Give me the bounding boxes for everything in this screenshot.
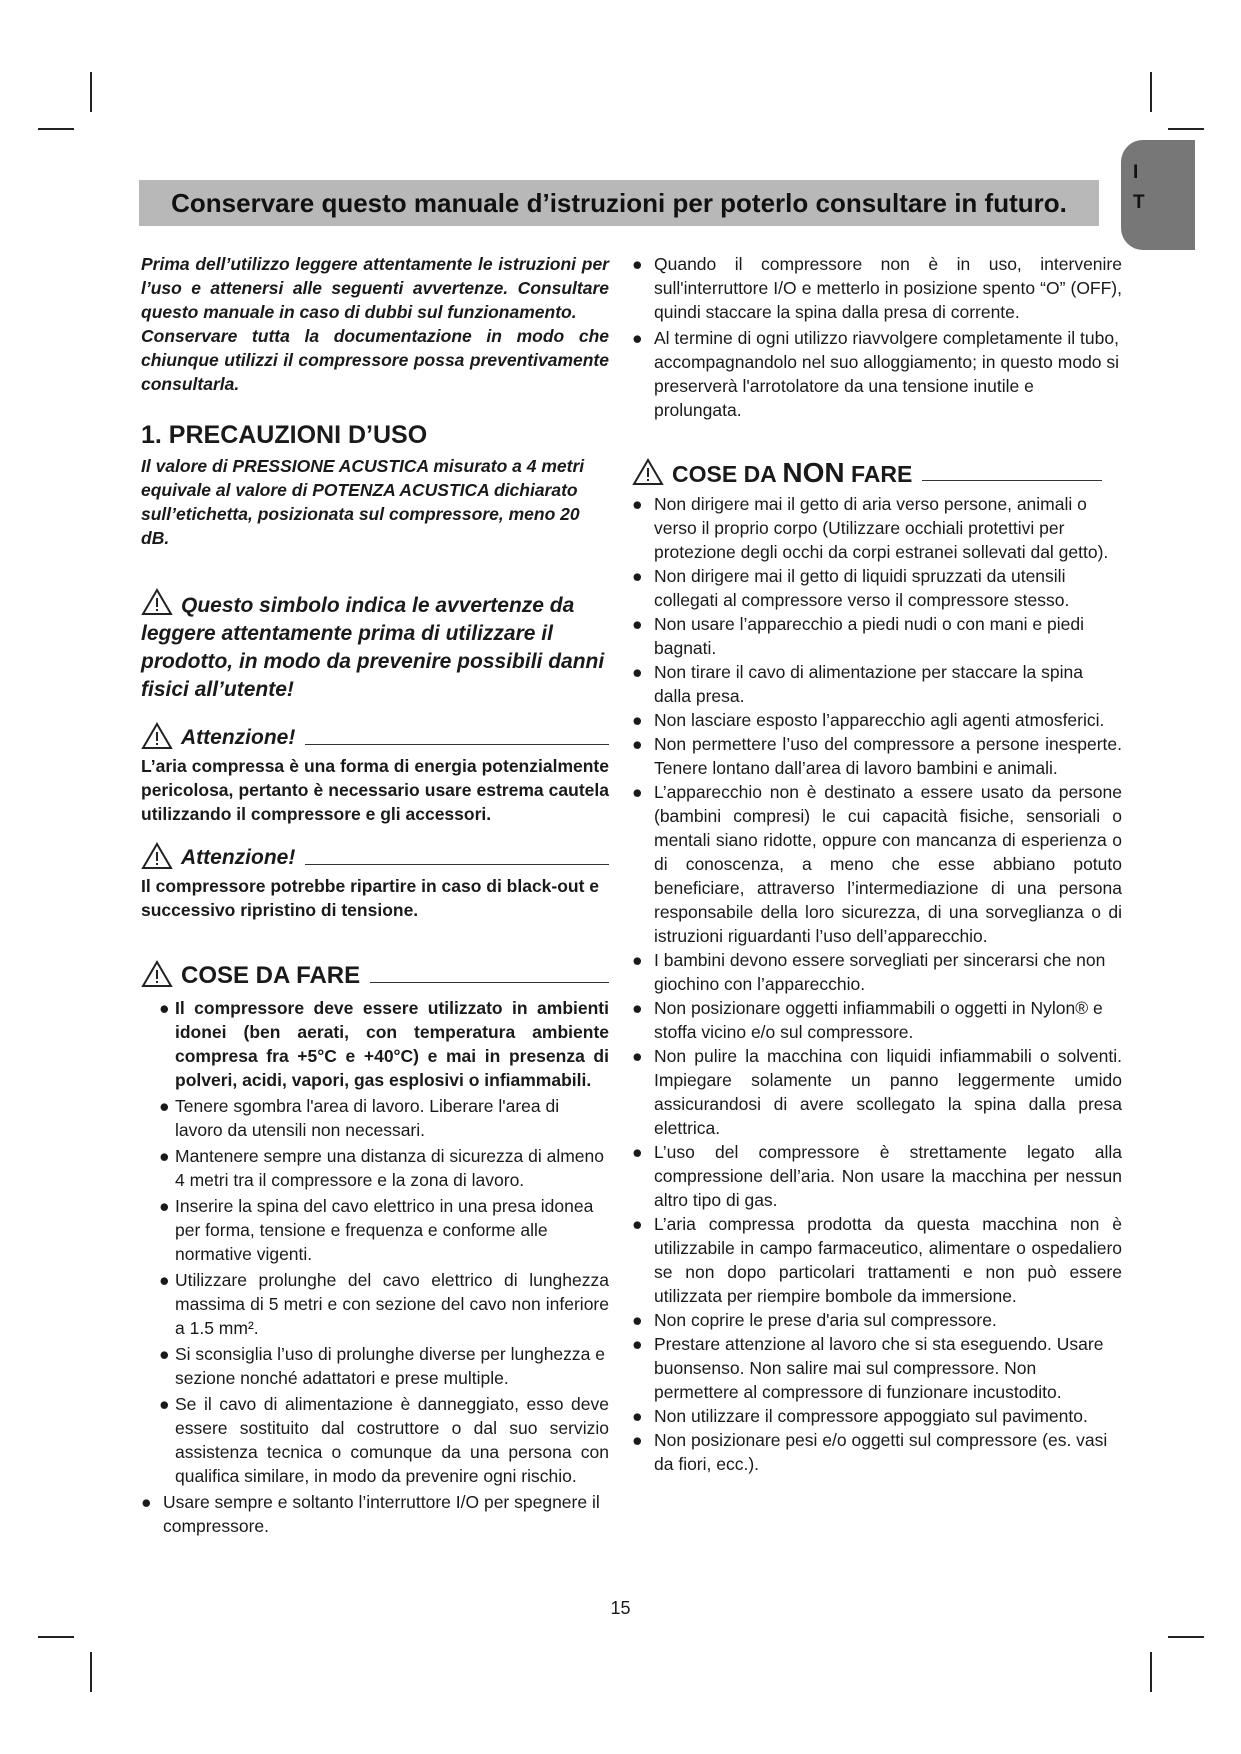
attention-text: L’aria compressa è una forma di energia potenzialmente pericolosa, pertanto è necessario usare estrema cautela utilizzando il compressore e gli accessori. bbox=[141, 756, 609, 824]
list-item bbox=[632, 612, 1122, 660]
warning-icon bbox=[141, 960, 173, 988]
list-item-text: Prestare attenzione al lavoro che si sta eseguendo. Usare buonsenso. Non salire mai sul compressore. Non permettere al compressore di funzionare incustodito. bbox=[654, 1334, 1104, 1402]
list-item bbox=[632, 326, 1122, 422]
list-item bbox=[159, 1268, 609, 1340]
symbol-note-text: Questo simbolo indica le avvertenze da leggere attentamente prima di utilizzare il prodotto, in modo da prevenire possibili danni fisici all’utente! bbox=[141, 594, 605, 701]
list-item bbox=[632, 1404, 1122, 1428]
list-item bbox=[159, 996, 609, 1092]
bullet-icon: ● bbox=[632, 1334, 643, 1354]
bullet-icon: ● bbox=[141, 1492, 152, 1512]
list-item bbox=[632, 1332, 1122, 1404]
list-item-text: Al termine di ogni utilizzo riavvolgere completamente il tubo, accompagnandolo nel suo alloggiamento; in questo modo si preserverà l'arrotolatore da una tensione inutile e prolungata. bbox=[654, 328, 1120, 420]
dont-title-emphasis: NON bbox=[782, 457, 845, 488]
bullet-icon: ● bbox=[632, 1406, 643, 1426]
list-item bbox=[141, 1490, 609, 1538]
do-list bbox=[141, 996, 609, 1488]
attention-heading bbox=[141, 842, 609, 870]
list-item-text: Non pulire la macchina con liquidi infiammabili o solventi. Impiegare solamente un panno leggermente umido assicurandosi di avere scollegato la spina dalla presa elettrica. bbox=[654, 1046, 1122, 1138]
list-item-text: Se il cavo di alimentazione è danneggiato, esso deve essere sostituito dal costruttore o dal suo servizio assistenza tecnica o comunque da una persona con qualifica similare, in modo da prevenire ogni rischio. bbox=[175, 1394, 609, 1486]
bullet-icon: ● bbox=[632, 1142, 643, 1162]
language-tab bbox=[1121, 140, 1195, 250]
list-item-text: Non tirare il cavo di alimentazione per staccare la spina dalla presa. bbox=[654, 662, 1083, 706]
bullet-icon: ● bbox=[632, 1430, 643, 1450]
list-item bbox=[632, 252, 1122, 324]
dont-title bbox=[672, 457, 913, 488]
crop-mark bbox=[38, 128, 74, 130]
bullet-icon: ● bbox=[159, 1196, 170, 1216]
list-item-text: Non utilizzare il compressore appoggiato sul pavimento. bbox=[654, 1406, 1088, 1426]
do-heading bbox=[141, 960, 609, 988]
right-column bbox=[632, 252, 1122, 1476]
list-item bbox=[159, 1392, 609, 1488]
list-item-text: Inserire la spina del cavo elettrico in una presa idonea per forma, tensione e frequenza e conforme alle normative vigenti. bbox=[175, 1196, 594, 1264]
intro-paragraph: Prima dell’utilizzo leggere attentamente le istruzioni per l’uso e attenersi alle seguenti avvertenze. Consultare questo manuale in caso di dubbi sul funzionamento. bbox=[141, 254, 609, 322]
list-item-text: Utilizzare prolunghe del cavo elettrico di lunghezza massima di 5 metri e con sezione del cavo non inferiore a 1.5 mm². bbox=[175, 1270, 609, 1338]
crop-mark bbox=[1150, 72, 1152, 112]
bullet-icon: ● bbox=[632, 950, 643, 970]
list-item bbox=[632, 708, 1122, 732]
crop-mark bbox=[90, 1652, 92, 1692]
tab-letter: I bbox=[1133, 162, 1139, 183]
section-title: 1. PRECAUZIONI D’USO bbox=[141, 421, 428, 449]
list-item-text: Non lasciare esposto l’apparecchio agli agenti atmosferici. bbox=[654, 710, 1105, 730]
list-item-text: Non dirigere mai il getto di aria verso persone, animali o verso il proprio corpo (Utilizzare occhiali protettivi per protezione degli occhi da corpi estranei sollevati dal getto). bbox=[654, 494, 1109, 562]
crop-mark bbox=[1150, 1652, 1152, 1692]
list-item bbox=[632, 732, 1122, 780]
warning-icon bbox=[141, 842, 173, 870]
list-item-text: L’uso del compressore è strettamente legato alla compressione dell’aria. Non usare la macchina per nessun altro tipo di gas. bbox=[654, 1142, 1122, 1210]
dont-heading bbox=[632, 458, 1122, 486]
heading-rule bbox=[370, 982, 609, 983]
bullet-icon: ● bbox=[632, 254, 643, 274]
list-item bbox=[159, 1094, 609, 1142]
list-item-text: L’aria compressa prodotta da questa macchina non è utilizzabile in campo farmaceutico, alimentare o ospedaliero se non dopo particolari trattamenti e non può essere utilizzata per riempire bombole da immersione. bbox=[654, 1214, 1122, 1306]
do-title: COSE DA FARE bbox=[181, 962, 361, 989]
intro-paragraph: Conservare tutta la documentazione in modo che chiunque utilizzi il compressore possa preventivamente consultarla. bbox=[141, 326, 609, 394]
bullet-icon: ● bbox=[632, 494, 643, 514]
attention-title: Attenzione! bbox=[181, 726, 296, 749]
heading-rule bbox=[922, 480, 1102, 481]
list-item bbox=[632, 948, 1122, 996]
list-item bbox=[632, 1212, 1122, 1308]
list-item-text: Non usare l’apparecchio a piedi nudi o con mani e piedi bagnati. bbox=[654, 614, 1084, 658]
bullet-icon: ● bbox=[159, 1146, 170, 1166]
list-item bbox=[159, 1342, 609, 1390]
list-item-text: Non posizionare oggetti infiammabili o oggetti in Nylon® e stoffa vicino e/o sul compressore. bbox=[654, 998, 1103, 1042]
crop-mark bbox=[38, 1636, 74, 1638]
crop-mark bbox=[1168, 1636, 1204, 1638]
dont-title-part: FARE bbox=[850, 461, 913, 487]
bullet-icon: ● bbox=[159, 998, 170, 1018]
bullet-icon: ● bbox=[159, 1394, 170, 1414]
list-item bbox=[632, 1044, 1122, 1140]
heading-rule bbox=[305, 744, 609, 745]
crop-mark bbox=[90, 72, 92, 112]
bullet-icon: ● bbox=[632, 782, 643, 802]
list-item bbox=[632, 996, 1122, 1044]
list-item bbox=[632, 564, 1122, 612]
attention-heading bbox=[141, 722, 609, 750]
heading-rule bbox=[305, 864, 609, 865]
bullet-icon: ● bbox=[159, 1270, 170, 1290]
warning-icon bbox=[141, 722, 173, 750]
list-item-text: L’apparecchio non è destinato a essere usato da persone (bambini compresi) le cui capacità fisiche, sensoriali o mentali siano ridotte, oppure con mancanza di esperienza o di conoscenza, a meno che esse abbiano potuto beneficiare, attraverso l’intermediazione di una persona responsabile della loro sicurezza, di una sorveglianza o di istruzioni riguardanti l’uso dell’apparecchio. bbox=[654, 782, 1122, 946]
list-item bbox=[632, 492, 1122, 564]
dont-list bbox=[632, 492, 1122, 1476]
bullet-icon: ● bbox=[632, 328, 643, 348]
bullet-icon: ● bbox=[632, 1046, 643, 1066]
bullet-icon: ● bbox=[632, 710, 643, 730]
bullet-icon: ● bbox=[632, 662, 643, 682]
list-item bbox=[159, 1144, 609, 1192]
bullet-icon: ● bbox=[632, 566, 643, 586]
list-item bbox=[632, 1308, 1122, 1332]
symbol-note bbox=[141, 588, 609, 704]
list-item-text: I bambini devono essere sorvegliati per sincerarsi che non giochino con l’apparecchio. bbox=[654, 950, 1106, 994]
list-item-text: Mantenere sempre una distanza di sicurezza di almeno 4 metri tra il compressore e la zona di lavoro. bbox=[175, 1146, 604, 1190]
header-banner: Conservare questo manuale d’istruzioni per poterlo consultare in futuro. bbox=[139, 180, 1099, 226]
list-item bbox=[159, 1194, 609, 1266]
bullet-icon: ● bbox=[159, 1344, 170, 1364]
list-item-text: Il compressore deve essere utilizzato in ambienti idonei (ben aerati, con temperatura ambiente compresa fra +5°C e +40°C) e mai in presenza di polveri, acidi, vapori, gas esplosivi o infiammabili. bbox=[175, 998, 609, 1090]
tab-letter: T bbox=[1133, 192, 1145, 213]
warning-icon bbox=[141, 588, 173, 616]
list-item bbox=[632, 660, 1122, 708]
list-item-text: Usare sempre e soltanto l’interruttore I/O per spegnere il compressore. bbox=[163, 1492, 600, 1536]
bullet-icon: ● bbox=[632, 734, 643, 754]
list-item-text: Non permettere l’uso del compressore a persone inesperte. Tenere lontano dall’area di lavoro bambini e animali. bbox=[654, 734, 1122, 778]
bullet-icon: ● bbox=[632, 1310, 643, 1330]
list-item-text: Non dirigere mai il getto di liquidi spruzzati da utensili collegati al compressore verso il compressore stesso. bbox=[654, 566, 1070, 610]
list-item bbox=[632, 780, 1122, 948]
list-item-text: Si sconsiglia l’uso di prolunghe diverse per lunghezza e sezione nonché adattatori e prese multiple. bbox=[175, 1344, 605, 1388]
list-item-text: Non posizionare pesi e/o oggetti sul compressore (es. vasi da fiori, ecc.). bbox=[654, 1430, 1108, 1474]
crop-mark bbox=[1168, 128, 1204, 130]
dont-title-part: COSE DA bbox=[672, 461, 776, 487]
list-item-text: Tenere sgombra l'area di lavoro. Liberare l'area di lavoro da utensili non necessari. bbox=[175, 1096, 560, 1140]
left-column bbox=[141, 252, 609, 1538]
bullet-icon: ● bbox=[159, 1096, 170, 1116]
bullet-icon: ● bbox=[632, 1214, 643, 1234]
list-item-text: Quando il compressore non è in uso, intervenire sull'interruttore I/O e metterlo in posizione spento “O” (OFF), quindi staccare la spina dalla presa di corrente. bbox=[654, 254, 1122, 322]
attention-title: Attenzione! bbox=[181, 846, 296, 869]
list-item bbox=[632, 1428, 1122, 1476]
bullet-icon: ● bbox=[632, 614, 643, 634]
bullet-icon: ● bbox=[632, 998, 643, 1018]
list-item-text: Non coprire le prese d'aria sul compressore. bbox=[654, 1310, 997, 1330]
pressure-note: Il valore di PRESSIONE ACUSTICA misurato a 4 metri equivale al valore di POTENZA ACUSTICA dichiarato sull’etichetta, posizionata sul compressore, meno 20 dB. bbox=[141, 456, 585, 548]
page-number: 15 bbox=[610, 1598, 631, 1618]
list-item bbox=[632, 1140, 1122, 1212]
attention-text: Il compressore potrebbe ripartire in caso di black-out e successivo ripristino di tensione. bbox=[141, 876, 600, 920]
warning-icon bbox=[632, 458, 664, 486]
